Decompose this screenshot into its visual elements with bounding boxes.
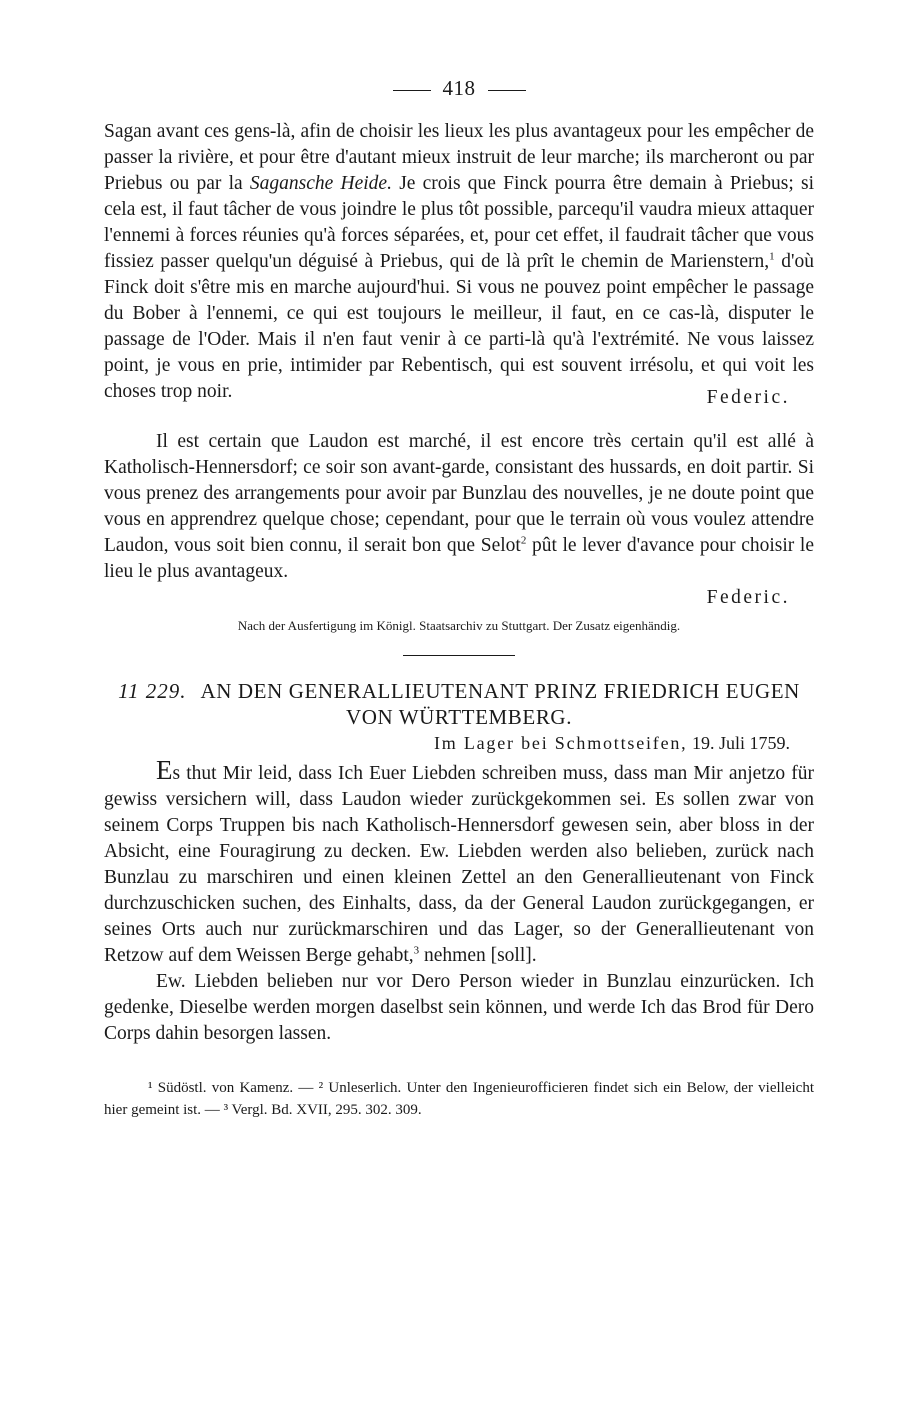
letter-heading xyxy=(104,678,814,730)
header-dash-left xyxy=(393,90,431,91)
drop-cap: E xyxy=(156,755,173,785)
letter-prev-paragraph-2 xyxy=(104,429,814,585)
letter-title: AN DEN GENERALLIEUTENANT PRINZ FRIEDRICH EUGEN VON WÜRTTEMBERG. xyxy=(200,679,800,729)
text-run: Je crois que Finck pourra être demain à Priebus; si cela est, il faut tâcher de vous joindre le plus tôt possible, parcequ'il vaudra mieux attaquer l'ennemi à forces réunies qu'à forces séparées, et, pour cet effet, il faudrait tâcher que vous fissiez passer quelqu'un déguisé à Priebus, qui de là prît le chemin de Marienstern, xyxy=(104,173,815,272)
letter-dateline xyxy=(104,730,814,756)
letter-next-paragraph-1 xyxy=(104,755,814,969)
section-divider xyxy=(403,655,515,656)
text-run: s thut Mir leid, dass Ich Euer Liebden schreiben muss, dass man Mir anjetzo für gewiss versichern will, dass Laudon wieder zurückgekommen sei. Es sollen zwar von seinem Corps Truppen bis nach Katholisch-Hennersdorf gewesen sein, aber bloss in der Absicht, eine Fouragirung zu decken. Ew. Liebden werden also belieben, zurück nach Bunzlau zu marschiren und einen kleinen Zettel an den Generallieutenant von Finck durchzuschicken suchen, des Einhalts, dass, da der General Laudon zurückgegangen, er seines Orts auch nur zurückmarschiren und das Lager, so der Generallieutenant von Retzow auf dem Weissen Berge gehabt, xyxy=(104,763,814,966)
footnote-2: ² Unleserlich. Unter den Ingenieurofficieren findet sich ein Below, der vielleicht hier gemeint ist. — xyxy=(104,1080,814,1118)
footnote-mark-3: 3 xyxy=(413,944,420,957)
header-dash-right xyxy=(488,90,526,91)
signature-1: Federic. xyxy=(706,387,790,408)
footnotes-block xyxy=(104,1077,814,1121)
letter-next-paragraph-2: Ew. Liebden belieben nur vor Dero Person wieder in Bunzlau einzurücken. Ich gedenke, Dieselbe werden morgen daselbst sein können, und werde Ich das Brod für Dero Corps dahin besorgen lassen. xyxy=(104,971,814,1044)
footnote-3: ³ Vergl. Bd. XVII, 295. 302. 309. xyxy=(223,1102,422,1118)
book-page xyxy=(104,78,814,1121)
italic-place-name: Sagansche Heide. xyxy=(249,173,392,194)
footnotes xyxy=(104,1077,814,1121)
footnote-mark-2: 2 xyxy=(520,534,527,547)
letter-place: Im Lager bei Schmottseifen, xyxy=(433,733,688,753)
source-note: Nach der Ausfertigung im Königl. Staatsarchiv zu Stuttgart. Der Zusatz eigenhändig. xyxy=(237,618,681,633)
letter-number: 11 229. xyxy=(118,679,187,703)
text-run: nehmen [soll]. xyxy=(424,945,537,966)
footnote-mark-1: 1 xyxy=(769,250,775,263)
page-header xyxy=(104,78,814,99)
letter-date: 19. Juli 1759. xyxy=(691,733,790,753)
text-run: d'où Finck doit s'être mis en marche aujourd'hui. Si vous ne pouvez point empêcher le passage du Bober à l'ennemi, ce qui est toujours le meilleur, il faut, en ce cas-là, disputer le passage de l'Oder. Mais il n'en faut venir à ce parti-là qu'à l'extrémité. Ne vous laissez point, je vous en prie, intimider par Rebentisch, qui est souvent irrésolu, et qui voit les choses trop noir. xyxy=(104,251,814,402)
footnote-1: ¹ Südöstl. von Kamenz. — xyxy=(148,1080,314,1096)
page-number: 418 xyxy=(442,76,476,100)
text-run: pût le lever d'avance pour choisir le lieu le plus avantageux. xyxy=(104,535,814,582)
letter-prev-paragraph-1 xyxy=(104,119,814,405)
text-run: Sagan avant ces gens-là, afin de choisir les lieux les plus avantageux pour les empêcher de passer la rivière, et pour être d'autant mieux instruit de leur marche; ils marcheront ou par Priebus ou par la xyxy=(104,121,814,194)
signature-2: Federic. xyxy=(706,587,790,608)
text-run: Il est certain que Laudon est marché, il est encore très certain qu'il est allé à Katholisch-Hennersdorf; ce soir son avant-garde, consistant des hussards, en doit partir. Si vous prenez des arrangements pour avoir par Bunzlau des nouvelles, je ne doute point que vous en apprendrez quelque chose; cependant, pour que le terrain où vous voulez attendre Laudon, vous soit bien connu, il serait bon que Selot xyxy=(104,431,814,556)
letter-next-body xyxy=(104,755,814,1047)
